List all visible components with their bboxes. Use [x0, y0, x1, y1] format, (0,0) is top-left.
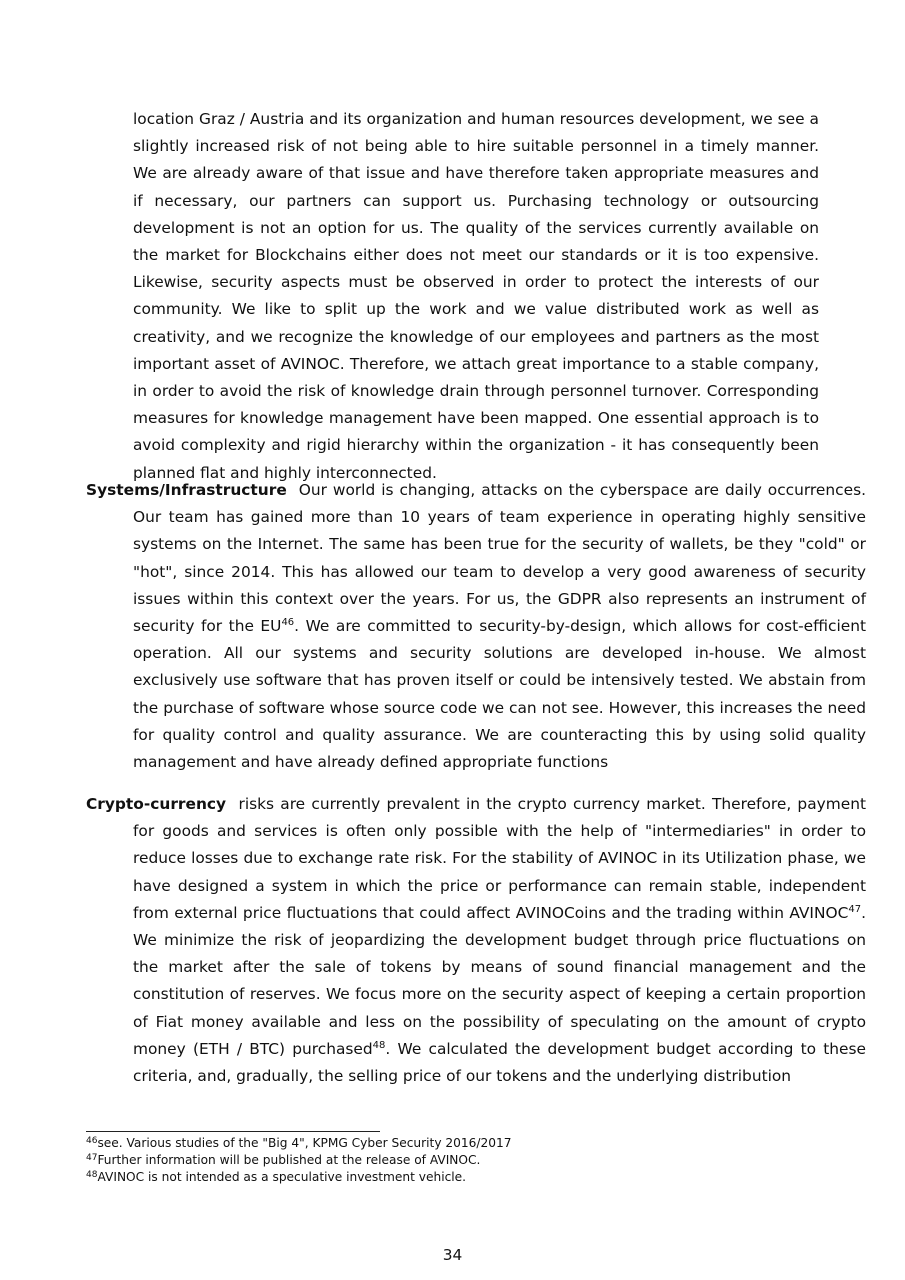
footnote-text: Further information will be published at the release of AVINOC. — [97, 1153, 481, 1167]
footnote-number: 47 — [86, 1153, 98, 1163]
term-systems-infrastructure: Systems/Infrastructure — [86, 481, 287, 499]
term-crypto-currency: Crypto-currency — [86, 795, 227, 813]
crypto-text-part2: . We minimize the risk of jeopardizing the development budget through price fluctuations on the market after the sale of tokens by means of sound financial management and the constitution of reserves. We focus more on the security aspect of keeping a certain proportion of Fiat money available and less on the possibility of speculating on the amount of crypto money (ETH / BTC) purchased — [133, 903, 866, 1058]
systems-text-part2: . We are committed to security-by-design, which allows for cost-efficient operation. All our systems and security solutions are developed in-house. We almost exclusively use software that has proven itself or could be intensively tested. We abstain from the purchase of software whose source code we can not see. However, this increases the need for quality control and quality assurance. We are counteracting this by using solid quality management and have already defined appropriate functions — [133, 617, 866, 772]
footnote-text: see. Various studies of the "Big 4", KPMG Cyber Security 2016/2017 — [97, 1136, 512, 1150]
footnote-47 — [86, 1152, 819, 1169]
footnote-ref-48[interactable]: 48 — [372, 1039, 386, 1051]
systems-text-part1: Our world is changing, attacks on the cyberspace are daily occurrences. Our team has gained more than 10 years of team experience in operating highly sensitive systems on the Internet. The same has been true for the security of wallets, be they "cold" or "hot", since 2014. This has allowed our team to develop a very good awareness of security issues within this context over the years. For us, the GDPR also represents an instrument of security for the EU — [133, 481, 866, 636]
footnote-number: 48 — [86, 1170, 98, 1180]
footnote-text: AVINOC is not intended as a speculative investment vehicle. — [97, 1170, 467, 1184]
paragraph-crypto-currency — [86, 791, 866, 1090]
footnote-number: 46 — [86, 1136, 98, 1146]
footnote-divider — [86, 1131, 380, 1132]
page-number: 34 — [442, 1246, 463, 1264]
paragraph-intro: location Graz / Austria and its organization and human resources development, we see a slightly increased risk of not being able to hire suitable personnel in a timely manner. We are already aware of that issue and have therefore taken appropriate measures and if necessary, our partners can support us. Purchasing technology or outsourcing development is not an option for us. The quality of the services currently available on the market for Blockchains either does not meet our standards or it is too expensive. Likewise, security aspects must be observed in order to protect the interests of our community. We like to split up the work and we value distributed work as well as creativity, and we recognize the knowledge of our employees and partners as the most important asset of AVINOC. Therefore, we attach great importance to a stable company, in order to avoid the risk of knowledge drain through personnel turnover. Corresponding measures for knowledge management have been mapped. One essential approach is to avoid complexity and rigid hierarchy within the organization - it has consequently been planned flat and highly interconnected. — [133, 110, 819, 482]
crypto-text-part1: risks are currently prevalent in the crypto currency market. Therefore, payment for goods and services is often only possible with the help of "intermediaries" in order to reduce losses due to exchange rate risk. For the stability of AVINOC in its Utilization phase, we have designed a system in which the price or performance can remain stable, independent from external price fluctuations that could affect AVINOCoins and the trading within AVINOC — [133, 795, 866, 922]
footnotes — [86, 1135, 819, 1186]
footnote-48 — [86, 1169, 819, 1186]
crypto-text-part3: . We calculated the development budget according to these criteria, and, gradually, the selling price of our tokens and the underlying distribution — [133, 1039, 866, 1086]
footnote-ref-46[interactable]: 46 — [281, 616, 295, 628]
footnote-ref-47[interactable]: 47 — [848, 903, 862, 915]
footnote-46 — [86, 1135, 819, 1152]
paragraph-systems-infrastructure — [86, 477, 866, 776]
